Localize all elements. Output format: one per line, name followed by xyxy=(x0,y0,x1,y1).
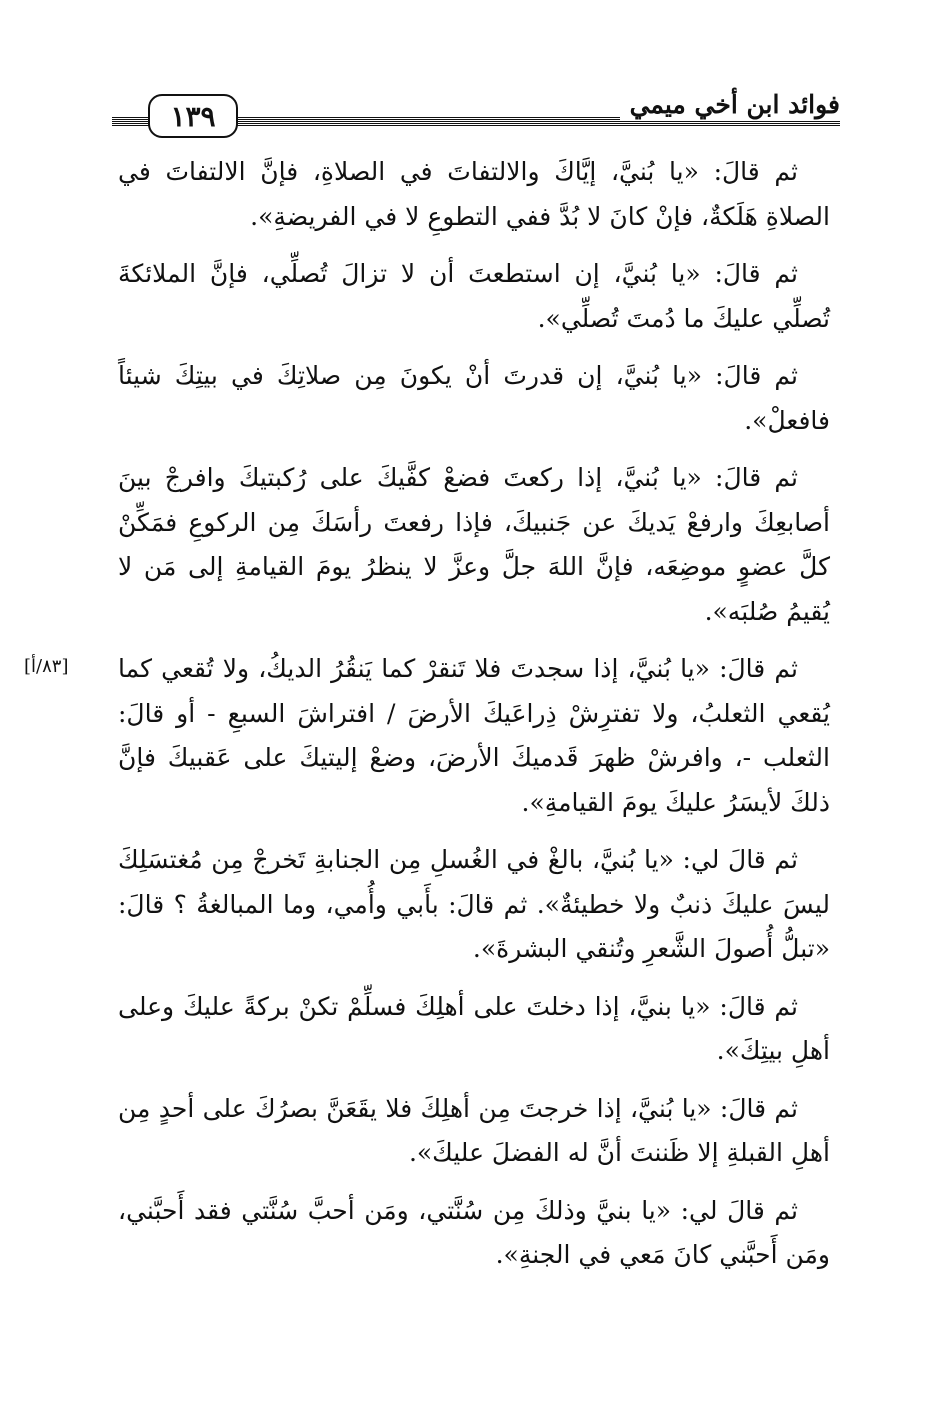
paragraph-1: ثم قالَ: «يا بُنيَّ، إيَّاكَ والالتفاتَ في الصلاةِ، فإنَّ الالتفاتَ في الصلاةِ هَلَكةٌ، فإنْ كانَ لا بُدَّ ففي التطوعِ لا في الفريضةِ». xyxy=(118,157,830,231)
paragraph-2: ثم قالَ: «يا بُنيَّ، إن استطعتَ أن لا تزالَ تُصلِّي، فإنَّ الملائكةَ تُصلِّي عليكَ ما دُمتَ تُصلِّي». xyxy=(118,259,830,333)
paragraph-5: ثم قالَ: «يا بُنيَّ، إذا سجدتَ فلا تَنقرْ كما يَنقُرُ الديكُ، ولا تُقعي كما يُقعي الثعلبُ، ولا تفترِشْ ذِراعَيكَ الأرضَ / افتراشَ السبعِ - أو قالَ: الثعلب -، وافرشْ ظهرَ قَدميكَ الأرضَ، وضعْ إليتيكَ على عَقبيكَ فإنَّ ذلكَ لأيسَرُ عليكَ يومَ القيامةِ». xyxy=(118,654,830,817)
running-title: فوائد ابن أخي ميمي xyxy=(620,90,840,120)
paragraph-3: ثم قالَ: «يا بُنيَّ، إن قدرتَ أنْ يكونَ مِن صلاتِكَ في بيتِكَ شيئاً فافعلْ». xyxy=(118,361,830,435)
page-number xyxy=(148,94,238,138)
paragraph-6: ثم قالَ لي: «يا بُنيَّ، بالغْ في الغُسلِ مِن الجنابةِ تَخرجْ مِن مُغتسَلِكَ ليسَ عليكَ ذنبٌ ولا خطيئةٌ». ثم قالَ: بأَبي وأُمي، وما المبالغةُ ؟ قالَ: «تبلُّ أُصولَ الشَّعرِ وتُنقي البشرةَ». xyxy=(118,845,830,963)
paragraph-4: ثم قالَ: «يا بُنيَّ، إذا ركعتَ فضعْ كفَّيكَ على رُكبتيكَ وافرجْ بينَ أصابعِكَ وارفعْ يَديكَ عن جَنبيكَ، فإذا رفعتَ رأسَكَ مِن الركوعِ فمَكِّنْ كلَّ عضوٍ موضِعَه، فإنَّ اللهَ جلَّ وعزَّ لا ينظرُ يومَ القيامةِ إلى مَن لا يُقيمُ صُلبَه». xyxy=(118,463,830,626)
main-text xyxy=(118,150,830,1291)
manuscript-folio-note: [٨٣/أ] xyxy=(24,656,69,677)
paragraph-8: ثم قالَ: «يا بُنيَّ، إذا خرجتَ مِن أهلِكَ فلا يقَعَنَّ بصرُكَ على أحدٍ مِن أهلِ القبلةِ إلا ظَننتَ أنَّ له الفضلَ عليكَ». xyxy=(118,1093,830,1167)
page-header xyxy=(112,92,840,142)
page-number-text: ١٣٩ xyxy=(170,99,216,133)
paragraph-9: ثم قالَ لي: «يا بنيَّ وذلكَ مِن سُنَّتي، ومَن أحبَّ سُنَّتي فقد أَحبَّني، ومَن أَحبَّني كانَ مَعي في الجنةِ». xyxy=(118,1195,830,1269)
paragraph-7: ثم قالَ: «يا بنيَّ، إذا دخلتَ على أهلِكَ فسلِّمْ تكنْ بركةً عليكَ وعلى أهلِ بيتِكَ». xyxy=(118,991,830,1065)
